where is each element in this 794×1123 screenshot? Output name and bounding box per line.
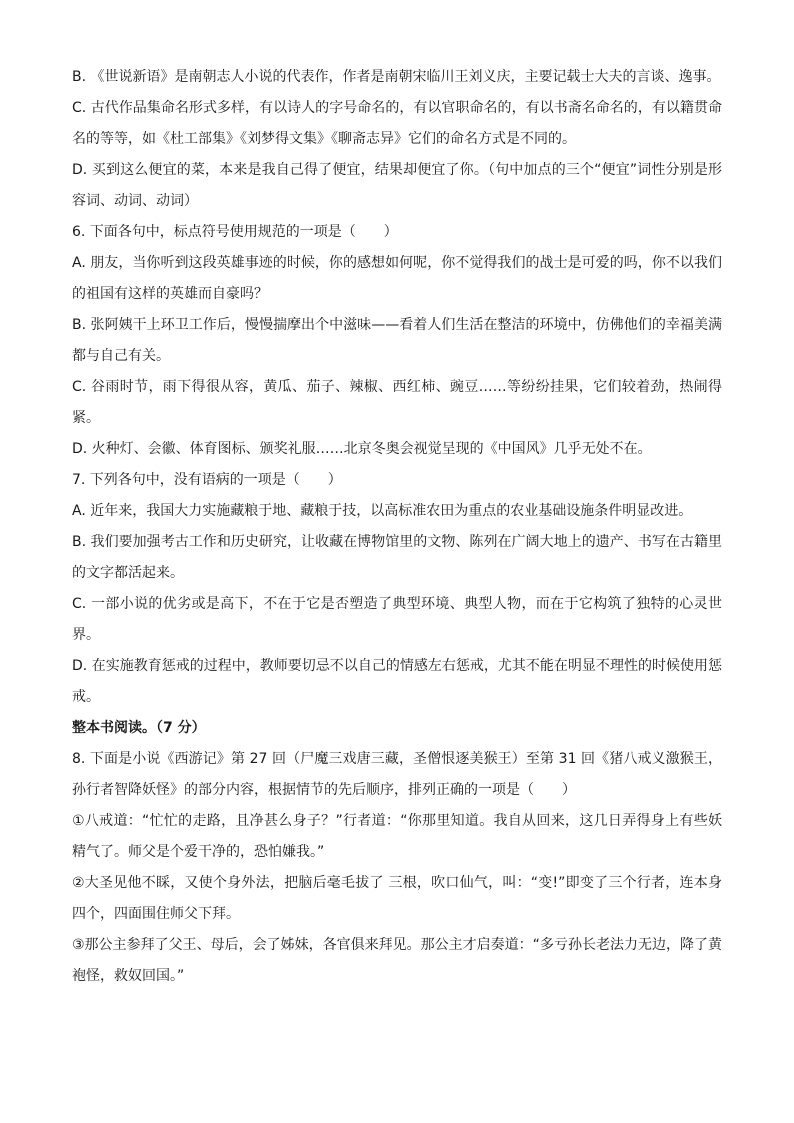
option-b-shishuo: B. 《世说新语》是南朝志人小说的代表作，作者是南朝宋临川王刘义庆，主要记载士大夫的言谈、逸事。: [72, 69, 721, 85]
q7-option-d: D. 在实施教育惩戒的过程中，教师要切忌不以自己的情感左右惩戒，尤其不能在明显不理性的时候使用惩戒。: [72, 658, 722, 705]
q7-option-c: C. 一部小说的优劣或是高下，不在于它是否塑造了典型环境、典型人物，而在于它构筑了独特的心灵世界。: [72, 596, 722, 643]
question-7: 7. 下列各句中，没有语病的一项是（ ）: [72, 472, 342, 488]
q8-excerpt-2: ②大圣见他不睬，又使个身外法，把脑后毫毛拔了 三根，吹口仙气，叫：“变!”即变了三个行者，连本身四个，四面围住师父下拜。: [72, 875, 722, 922]
option-c-naming: C. 古代作品集命名形式多样，有以诗人的字号命名的，有以官职命名的，有以书斋名命名的，有以籍贯命名的等等，如《杜工部集》《刘梦得文集》《聊斋志异》它们的命名方式是不同的。: [72, 100, 722, 147]
question-6: 6. 下面各句中，标点符号使用规范的一项是（ ）: [72, 224, 398, 240]
document-page: [72, 62, 722, 992]
q6-option-d: D. 火种灯、会徽、体育图标、颁奖礼服……北京冬奥会视觉呈现的《中国风》几乎无处不在。: [72, 441, 652, 457]
section-heading-whole-book: 整本书阅读。（7 分）: [72, 720, 206, 736]
question-8: 8. 下面是小说《西游记》第 27 回（尸魔三戏唐三藏，圣僧恨逐美猴王）至第 31 回《猪八戒义激猴王，孙行者智降妖怪》的部分内容，根据情节的先后顺序，排列正确的一项是（ ）: [72, 751, 722, 798]
q8-excerpt-3: ③那公主参拜了父王、母后，会了姊妹，各官俱来拜见。那公主才启奏道：“多亏孙长老法力无边，降了黄袍怪，救奴回国。”: [72, 937, 722, 984]
q6-option-b: B. 张阿姨干上环卫工作后，慢慢揣摩出个中滋味——看着人们生活在整洁的环境中，仿佛他们的幸福美满都与自己有关。: [72, 317, 722, 364]
q8-excerpt-1: ①八戒道：“忙忙的走路，且净甚么身子？”行者道：“你那里知道。我自从回来，这几日弄得身上有些妖精气了。师父是个爱干净的，恐怕嫌我。”: [72, 813, 722, 860]
q7-option-b: B. 我们要加强考古工作和历史研究，让收藏在博物馆里的文物、陈列在广阔大地上的遗产、书写在古籍里的文字都活起来。: [72, 534, 722, 581]
q7-option-a: A. 近年来，我国大力实施藏粮于地、藏粮于技，以高标准农田为重点的农业基础设施条件明显改进。: [72, 503, 693, 519]
option-d-pianyi: D. 买到这么便宜的菜，本来是我自己得了便宜，结果却便宜了你。（句中加点的三个“便宜”词性分别是形容词、动词、动词）: [72, 162, 722, 209]
q6-option-c: C. 谷雨时节，雨下得很从容，黄瓜、茄子、辣椒、西红柿、豌豆……等纷纷挂果，它们较着劲，热闹得紧。: [72, 379, 722, 426]
q6-option-a: A. 朋友，当你听到这段英雄事迹的时候，你的感想如何呢，你不觉得我们的战士是可爱的吗，你不以我们的祖国有这样的英雄而自豪吗？: [72, 255, 722, 302]
